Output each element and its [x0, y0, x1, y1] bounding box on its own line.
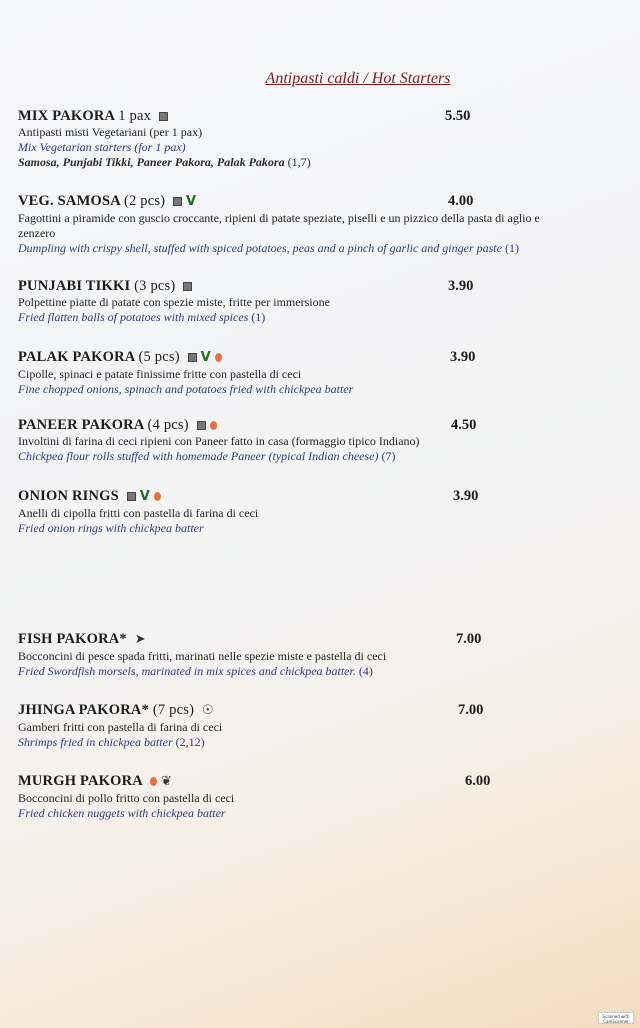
item-price: 4.50: [451, 417, 477, 433]
item-desc-it: Gamberi fritti con pastella di farina di ceci: [18, 720, 223, 734]
item-name: JHINGA PAKORA* (7 pcs) ☉: [18, 702, 214, 718]
item-desc-en: Dumpling with crispy shell, stuffed with spiced potatoes, peas and a pinch of garlic and ginger paste (1): [18, 241, 519, 255]
item-name: VEG. SAMOSA (2 pcs) V: [18, 193, 197, 209]
section-title: Antipasti caldi / Hot Starters: [265, 70, 451, 87]
scanner-badge: Scanned with CamScanner: [598, 1012, 634, 1024]
item-desc-it: Polpettine piatte di patate con spezie miste, fritte per immersione: [18, 295, 330, 309]
item-price: 4.00: [448, 193, 474, 209]
item-desc-it-cont: zenzero: [18, 226, 56, 240]
chili-icon: [210, 421, 217, 430]
vegan-icon: V: [200, 350, 211, 365]
menu-item-murgh-pakora: [18, 772, 638, 821]
item-desc-it: Involtini di farina di ceci ripieni con Paneer fatto in casa (formaggio tipico Indiano): [18, 434, 420, 448]
menu-item-onion-rings: [18, 487, 638, 536]
item-desc-en: Fried onion rings with chickpea batter: [18, 521, 204, 535]
item-desc-en: Fried Swordfish morsels, marinated in mix spices and chickpea batter. (4): [18, 664, 373, 678]
item-name: PANEER PAKORA (4 pcs): [18, 416, 638, 434]
chicken-icon: ❦: [161, 774, 173, 789]
item-price: 5.50: [445, 108, 471, 124]
item-desc-it: Fagottini a piramide con guscio croccante, ripieni di patate speziate, piselli e un pizzico della pasta di aglio e: [18, 211, 540, 225]
item-desc-it: Cipolle, spinaci e patate finissime fritte con pastella di ceci: [18, 367, 302, 381]
item-price: 3.90: [448, 278, 474, 294]
item-desc-en: Fried chicken nuggets with chickpea batter: [18, 806, 226, 820]
vegan-icon: V: [186, 194, 197, 209]
item-desc-it: Bocconcini di pesce spada fritti, marinati nelle spezie miste e pastella di ceci: [18, 649, 387, 663]
item-name: PALAK PAKORA (5 pcs) V: [18, 348, 638, 367]
square-icon: [159, 112, 168, 121]
chili-icon: [215, 353, 222, 362]
chili-icon: [154, 492, 161, 501]
chili-icon: [150, 777, 157, 786]
item-name: MIX PAKORA 1 pax: [18, 107, 638, 125]
square-icon: [197, 421, 206, 430]
square-icon: [173, 197, 182, 206]
item-price: 6.00: [465, 773, 491, 789]
menu-item-mix-pakora: [18, 107, 638, 170]
item-price: 3.90: [450, 349, 476, 365]
item-price: 3.90: [453, 488, 479, 504]
item-desc-en: Fine chopped onions, spinach and potatoes fried with chickpea batter: [18, 382, 354, 396]
item-desc-it: Antipasti misti Vegetariani (per 1 pax): [18, 125, 203, 139]
fish-icon: ➤: [134, 632, 146, 647]
menu-item-jhinga-pakora: [18, 701, 638, 750]
shrimp-icon: ☉: [201, 703, 214, 718]
item-desc-en: Mix Vegetarian starters (for 1 pax): [18, 140, 186, 154]
item-desc-en: Fried flatten balls of potatoes with mixed spices (1): [18, 310, 266, 324]
item-name: FISH PAKORA* ➤: [18, 631, 146, 647]
menu-item-paneer-pakora: [18, 416, 638, 464]
item-desc-en: Shrimps fried in chickpea batter (2,12): [18, 735, 205, 749]
item-price: 7.00: [458, 702, 484, 718]
item-name: MURGH PAKORA ❦: [18, 773, 173, 789]
square-icon: [127, 492, 136, 501]
vegan-icon: V: [139, 489, 150, 504]
menu-item-veg-samosa: [18, 192, 638, 256]
menu-item-palak-pakora: [18, 348, 638, 397]
square-icon: [188, 353, 197, 362]
menu-item-fish-pakora: [18, 630, 638, 679]
item-name: PUNJABI TIKKI (3 pcs): [18, 277, 638, 295]
menu-item-punjabi-tikki: [18, 277, 638, 325]
item-price: 7.00: [456, 631, 482, 647]
item-desc-it: Bocconcini di pollo fritto con pastella di ceci: [18, 791, 235, 805]
item-name: ONION RINGS V: [18, 487, 638, 506]
item-desc-en: Chickpea flour rolls stuffed with homemade Paneer (typical Indian cheese) (7): [18, 449, 396, 463]
item-desc-it: Anelli di cipolla fritti con pastella di farina di ceci: [18, 506, 259, 520]
square-icon: [183, 282, 192, 291]
item-note: Samosa, Punjabi Tikki, Paneer Pakora, Palak Pakora (1,7): [18, 155, 311, 169]
